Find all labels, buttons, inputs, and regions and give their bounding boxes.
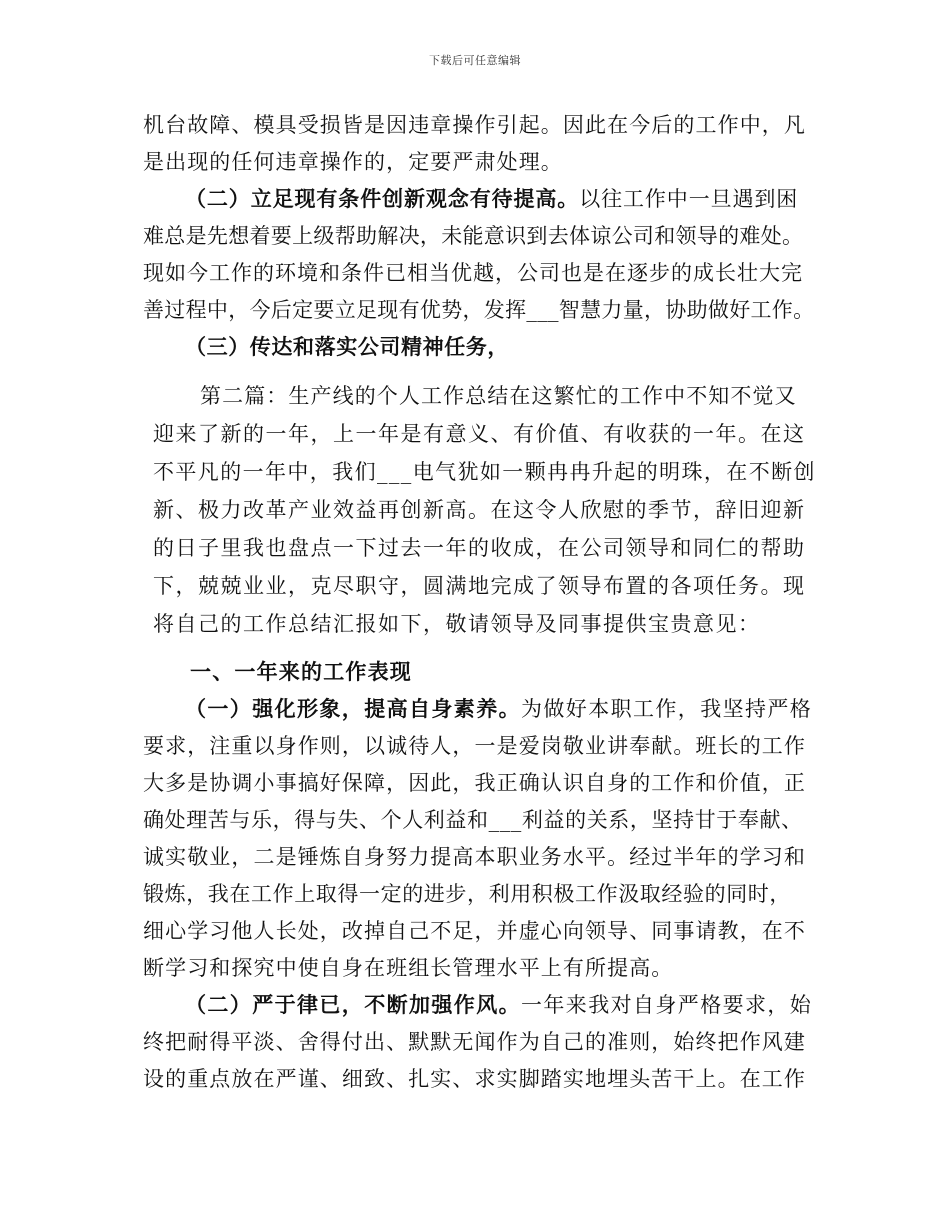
paragraph-heading: （三）传达和落实公司精神任务，: [185, 334, 509, 359]
paragraph-line: 诚实敬业，二是锤炼自身努力提高本职业务水平。经过半年的学习和: [143, 845, 806, 869]
paragraph-line: 善过程中，今后定要立足现有优势，发挥___智慧力量，协助做好工作。: [143, 298, 815, 322]
paragraph-line: 确处理苦与乐，得与失、个人利益和___利益的关系，坚持甘于奉献、: [143, 808, 803, 832]
paragraph-line: 设的重点放在严谨、细致、扎实、求实脚踏实地埋头苦干上。在工作: [143, 1067, 806, 1091]
paragraph-line: [185, 694, 812, 724]
paragraph-line: 第二篇：生产线的个人工作总结在这繁忙的工作中不知不觉又: [200, 384, 797, 408]
paragraph-line: 要求，注重以身作则，以诚待人，一是爱岗敬业讲奉献。班长的工作: [143, 734, 806, 758]
section-heading: 一、一年来的工作表现: [190, 659, 412, 684]
paragraph-text: 为做好本职工作，我坚持严格: [521, 697, 813, 721]
paragraph-line: 现如今工作的环境和条件已相当优越，公司也是在逐步的成长壮大完: [143, 261, 803, 285]
paragraph-line: 将自己的工作总结汇报如下，敬请领导及同事提供宝贵意见：: [153, 612, 761, 636]
paragraph-line: 的日子里我也盘点一下过去一年的收成，在公司领导和同仁的帮助: [153, 536, 806, 560]
paragraph-line: 大多是协调小事搞好保障，因此，我正确认识自身的工作和价值，正: [143, 771, 806, 795]
paragraph-line: 难总是先想着要上级帮助解决，未能意识到去体谅公司和领导的难处。: [143, 224, 804, 248]
paragraph-line: 锻炼，我在工作上取得一定的进步，利用积极工作汲取经验的同时，: [143, 882, 791, 906]
paragraph-line: 是出现的任何违章操作的，定要严肃处理。: [143, 150, 563, 174]
paragraph-heading: （二）立足现有条件创新观念有待提高。: [185, 186, 580, 211]
paragraph-line: 断学习和探究中使自身在班组长管理水平上有所提高。: [143, 956, 674, 980]
paragraph-line: [185, 184, 798, 214]
paragraph-text: 以往工作中一旦遇到困: [579, 187, 799, 211]
paragraph-line: 不平凡的一年中，我们___电气犹如一颗冉冉升起的明珠，在不断创: [153, 460, 816, 484]
paragraph-line: 迎来了新的一年，上一年是有意义、有价值、有收获的一年。在这: [153, 422, 806, 446]
paragraph-line: 细心学习他人长处，改掉自己不足，并虚心向领导、同事请教，在不: [143, 919, 806, 943]
paragraph-line: 机台故障、模具受损皆是因违章操作引起。因此在今后的工作中，凡: [143, 113, 806, 137]
paragraph-line: 下，兢兢业业，克尽职守，圆满地完成了领导布置的各项任务。现: [153, 574, 806, 598]
page-header: 下载后可任意编辑: [429, 54, 521, 67]
paragraph-heading: （二）严于律已，不断加强作风。: [185, 992, 521, 1017]
paragraph-line: 新、极力改革产业效益再创新高。在这令人欣慰的季节，辞旧迎新: [153, 498, 806, 522]
paragraph-line: 终把耐得平淡、舍得付出、默默无闻作为自己的准则，始终把作风建: [143, 1030, 806, 1054]
paragraph-text: 一年来我对自身严格要求，始: [521, 993, 813, 1017]
paragraph-heading: （一）强化形象，提高自身素养。: [185, 696, 521, 721]
paragraph-line: [185, 990, 812, 1020]
